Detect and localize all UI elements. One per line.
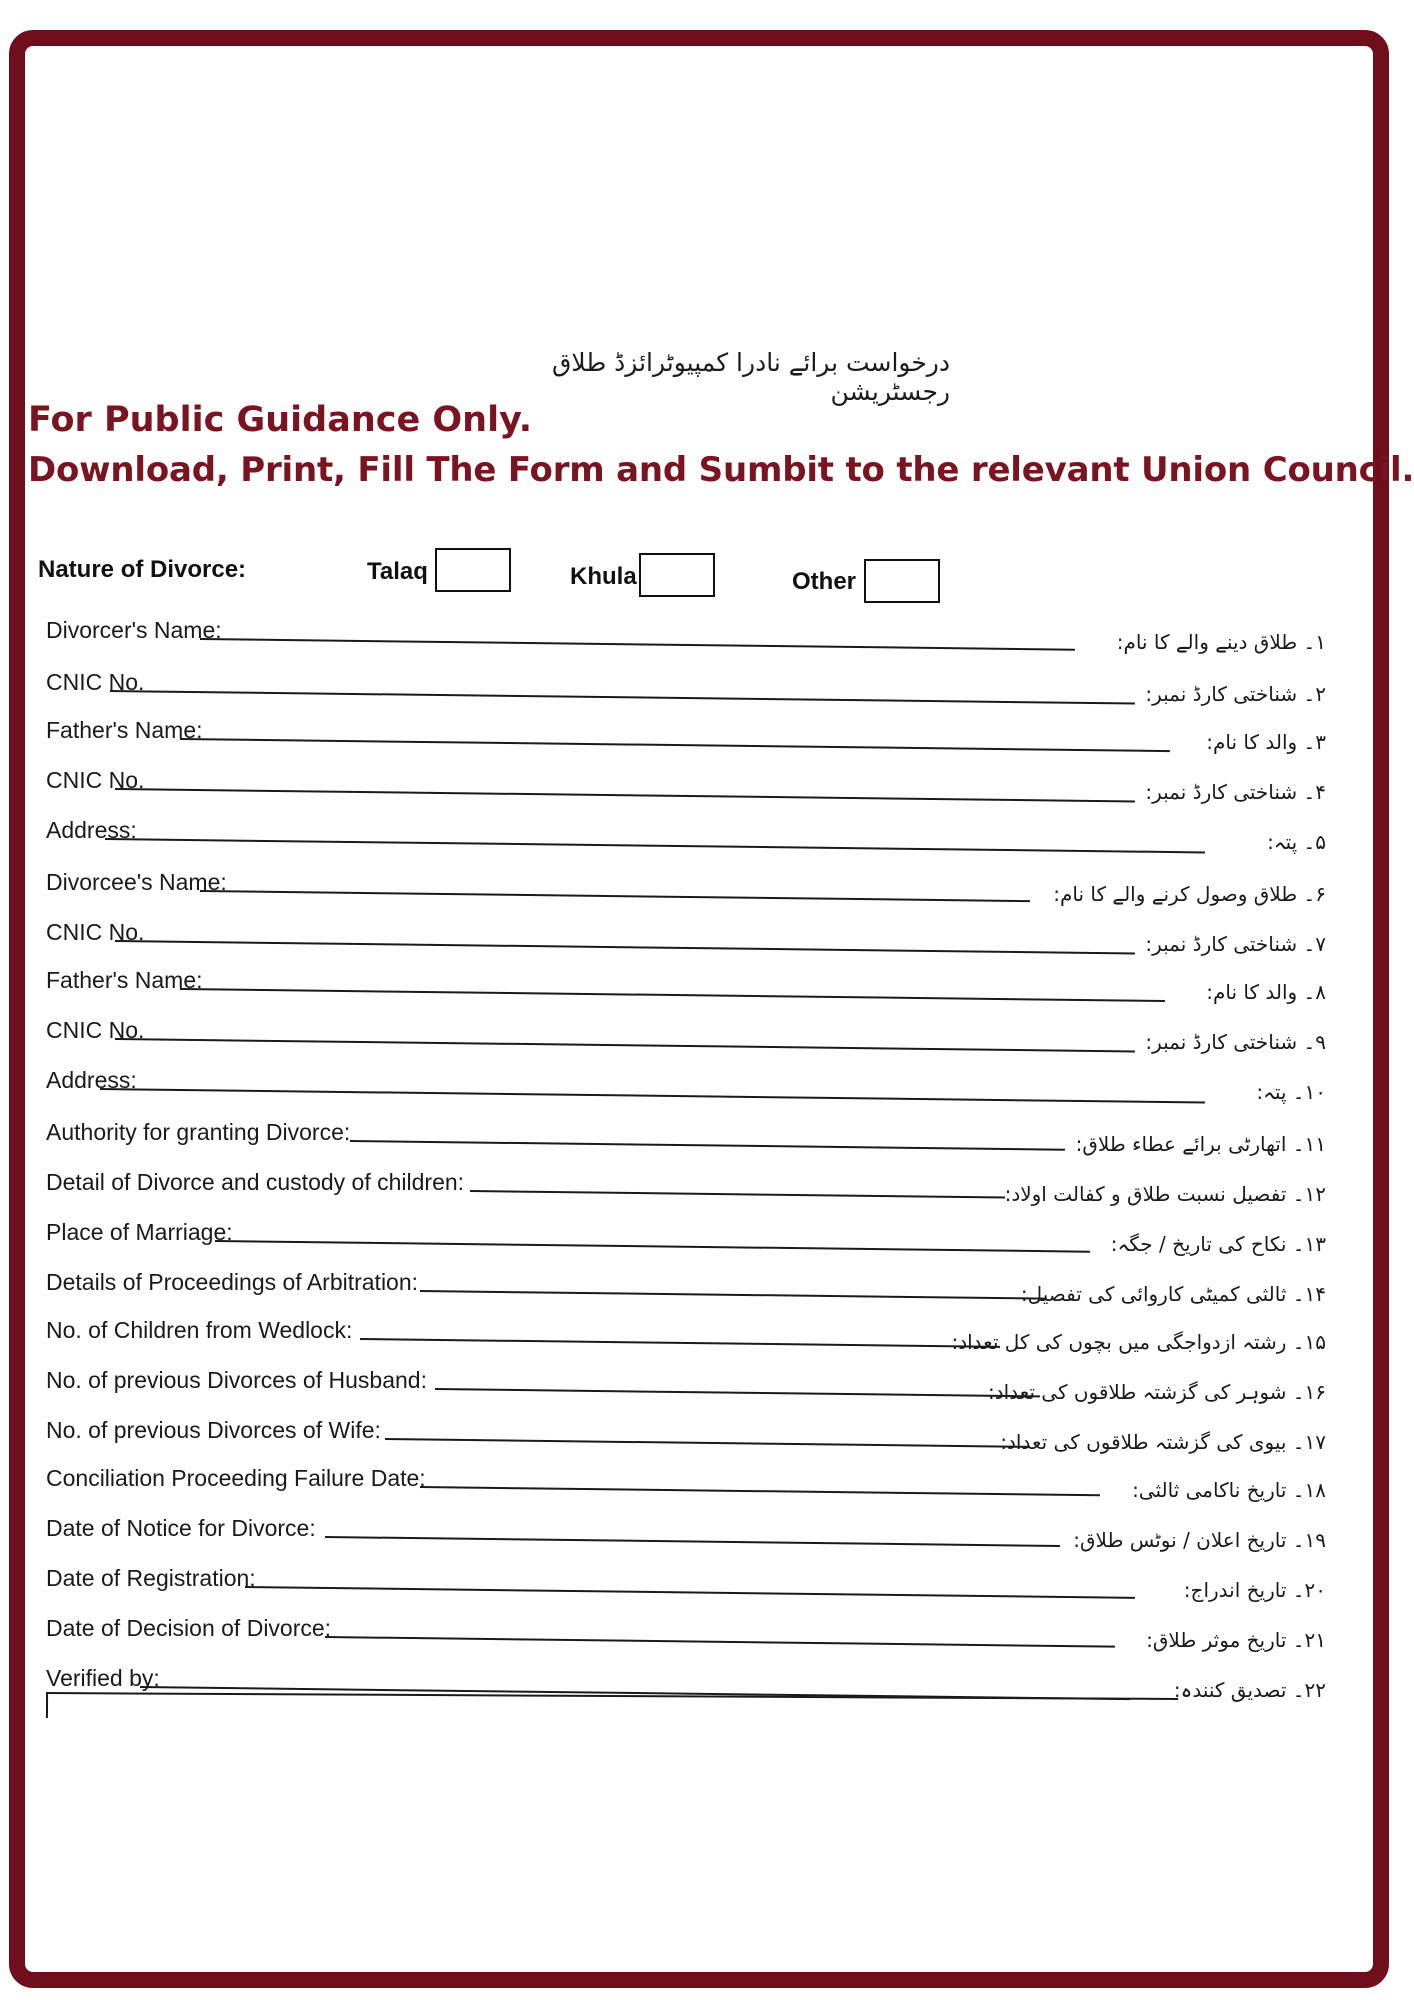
field-label-english: Father's Name: [46,717,203,743]
field-input-line[interactable] [420,1486,1100,1496]
field-label-urdu: ۲۲۔ تصدیق کنندہ: [1173,1678,1326,1702]
form-field-row [46,1556,1326,1602]
field-label-urdu: ۷۔ شناختی کارڈ نمبر: [1145,932,1326,956]
form-field-row [46,758,1326,804]
field-label-urdu: ۸۔ والد کا نام: [1206,980,1326,1004]
khula-label: Khula [570,563,637,590]
field-label-english: Divorcer's Name: [46,617,222,643]
field-label-english: Details of Proceedings of Arbitration: [46,1269,419,1295]
form-title-urdu: درخواست برائے نادرا کمپیوٹرائزڈ طلاق رجسٹریشن [552,348,950,406]
field-label-urdu: ۴۔ شناختی کارڈ نمبر: [1145,780,1326,804]
form-field-row [46,1656,1326,1702]
form-field-row [46,1210,1326,1256]
field-label-english: Place of Marriage: [46,1219,233,1245]
field-label-urdu: ۳۔ والد کا نام: [1206,730,1326,754]
field-label-urdu: ۱۰۔ پتہ: [1256,1080,1326,1104]
form-field-row [46,910,1326,956]
form-field-row [46,808,1326,854]
field-label-urdu: ۱۸۔ تاریخ ناکامی ثالثی: [1132,1478,1326,1502]
field-input-line[interactable] [325,1536,1060,1547]
field-label-english: CNIC No. [46,767,145,793]
field-label-english: Conciliation Proceeding Failure Date: [46,1465,426,1491]
field-label-english: Address: [46,1067,137,1093]
field-label-english: Father's Name: [46,967,203,993]
field-label-english: Date of Registration: [46,1565,256,1591]
form-field-row [46,1110,1326,1156]
field-input-line[interactable] [420,1290,1045,1300]
form-field-row [46,1606,1326,1652]
field-label-english: Detail of Divorce and custody of children: [46,1169,465,1195]
talaq-label: Talaq [367,558,428,585]
field-input-line[interactable] [385,1438,1030,1448]
field-label-urdu: ۱۲۔ تفصیل نسبت طلاق و کفالت اولاد: [1004,1182,1326,1206]
form-field-row [46,1506,1326,1552]
other-checkbox[interactable] [864,559,940,603]
field-label-urdu: ۱۹۔ تاریخ اعلان / نوٹس طلاق: [1073,1528,1326,1552]
form-field-row [46,608,1326,654]
field-label-urdu: ۱۴۔ ثالثی کمیٹی کاروائی کی تفصیل: [1020,1282,1326,1306]
form-field-row [46,1008,1326,1054]
form-field-row [46,1456,1326,1502]
field-label-english: No. of previous Divorces of Husband: [46,1367,427,1393]
field-input-line[interactable] [470,1190,1005,1199]
field-label-english: No. of Children from Wedlock: [46,1317,353,1343]
field-label-english: Date of Decision of Divorce: [46,1615,332,1641]
field-label-english: Date of Notice for Divorce: [46,1515,316,1541]
field-input-line[interactable] [325,1636,1115,1648]
khula-checkbox[interactable] [639,553,715,597]
field-input-line[interactable] [435,1388,1040,1397]
form-field-row [46,1358,1326,1404]
form-field-row [46,1160,1326,1206]
field-label-urdu: ۱۷۔ بیوی کی گزشتہ طلاقوں کی تعداد: [1000,1430,1326,1454]
field-label-urdu: ۲۔ شناختی کارڈ نمبر: [1145,682,1326,706]
form-field-row [46,958,1326,1004]
field-label-urdu: ۵۔ پتہ: [1267,830,1326,854]
field-label-urdu: ۱۶۔ شوہر کی گزشتہ طلاقوں کی تعداد: [988,1380,1326,1404]
field-label-english: Authority for granting Divorce: [46,1119,351,1145]
field-input-line[interactable] [350,1140,1065,1151]
form-field-row [46,1308,1326,1354]
form-field-row [46,860,1326,906]
field-input-line[interactable] [360,1338,1000,1348]
instructions-notice: Download, Print, Fill The Form and Sumbit to the relevant Union Council. [28,450,1414,490]
field-label-english: CNIC No. [46,919,145,945]
form-field-row [46,1058,1326,1104]
field-label-urdu: ۱۔ طلاق دینے والے کا نام: [1116,630,1326,654]
field-label-english: Address: [46,817,137,843]
guidance-notice: For Public Guidance Only. [28,400,532,440]
field-label-english: No. of previous Divorces of Wife: [46,1417,381,1443]
field-label-english: CNIC No. [46,669,145,695]
talaq-checkbox[interactable] [435,548,511,592]
field-label-urdu: ۶۔ طلاق وصول کرنے والے کا نام: [1053,882,1326,906]
form-field-row [46,1260,1326,1306]
field-label-english: Divorcee's Name: [46,869,227,895]
field-label-urdu: ۹۔ شناختی کارڈ نمبر: [1145,1030,1326,1054]
field-label-urdu: ۱۱۔ اتھارٹی برائے عطاء طلاق: [1075,1132,1326,1156]
field-label-english: Verified by: [46,1665,160,1691]
field-label-urdu: ۱۳۔ نکاح کی تاریخ / جگہ: [1110,1232,1326,1256]
form-field-row [46,660,1326,706]
field-label-urdu: ۱۵۔ رشتہ ازدواجگی میں بچوں کی کل تعداد: [951,1330,1326,1354]
field-label-english: CNIC No. [46,1017,145,1043]
form-field-row [46,708,1326,754]
field-label-urdu: ۲۰۔ تاریخ اندراج: [1183,1578,1326,1602]
field-label-urdu: ۲۱۔ تاریخ موثر طلاق: [1146,1628,1326,1652]
form-field-row [46,1408,1326,1454]
nature-of-divorce-label: Nature of Divorce: [38,556,247,583]
other-label: Other [792,568,857,595]
